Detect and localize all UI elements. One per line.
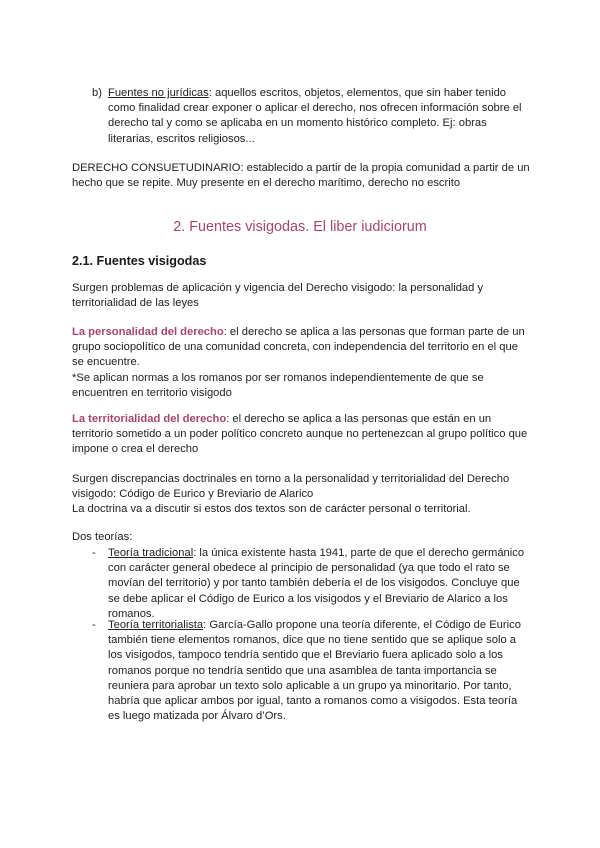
- list-item-body: [108, 86, 532, 147]
- list-dash: -: [92, 619, 96, 631]
- paragraph-intro: Surgen problemas de aplicación y vigencia del Derecho visigodo: la personalidad y territorialidad de las leyes: [72, 282, 484, 310]
- list-item-b: [92, 86, 532, 147]
- teorias-heading: Dos teorías:: [72, 531, 133, 543]
- definition-text: : la única existente hasta 1941, parte de que el derecho germánico con carácter general obedece al principio de personalidad (ya que todo el rato se movían del territorio) y por tanto también debería el de los visigodos. Concluye que se debe aplicar el Código de Eurico a los visigodos y el Breviario de Alarico a los romanos.: [108, 547, 525, 620]
- paragraph-territorialidad: [72, 412, 532, 458]
- list-item-body: [108, 546, 532, 622]
- discrepancias-line1: Surgen discrepancias doctrinales en torno a la personalidad y territorialidad del Derecho visigodo: Código de Eurico y Breviario de Alarico: [72, 473, 510, 501]
- discrepancias-line2: La doctrina va a discutir si estos dos textos son de carácter personal o territorial.: [72, 503, 471, 516]
- list-item-teoria-tradicional: [92, 546, 532, 622]
- term-territorialidad: La territorialidad del derecho: [72, 413, 227, 425]
- term-teoria-territorialista: Teoría territorialista: [108, 619, 204, 631]
- subsection-title: 2.1. Fuentes visigodas: [72, 254, 207, 268]
- paragraph-consuetudinario: DERECHO CONSUETUDINARIO: establecido a partir de la propia comunidad a partir de un hecho que se repite. Muy presente en el derecho marítimo, derecho no escrito: [72, 162, 530, 190]
- term-teoria-tradicional: Teoría tradicional: [108, 547, 194, 559]
- term-fuentes-no-juridicas: Fuentes no jurídicas: [108, 87, 209, 99]
- definition-text: : el derecho se aplica a las personas que forman parte de un grupo sociopolítico de una comunidad concreta, con independencia del territorio en el que se encuentre.: [72, 326, 525, 369]
- definition-text: : aquellos escritos, objetos, elementos, que sin haber tenido como finalidad crear exponer o aplicar el derecho, nos ofrecen información sobre el derecho tal y como se aplicaba en un momento histórico completo. Ej: obras literarias, escritos religiosos...: [108, 87, 522, 145]
- paragraph-personalidad: [72, 325, 532, 401]
- list-item-teoria-territorialista: [92, 618, 532, 724]
- definition-text: : el derecho se aplica a las personas que están en un territorio sometido a un poder político concreto aunque no pertenezcan al grupo político que impone o crea el derecho: [72, 413, 528, 456]
- section-title: 2. Fuentes visigodas. El liber iudiciorum: [173, 219, 427, 235]
- list-dash: -: [92, 547, 96, 559]
- term-personalidad: La personalidad del derecho: [72, 326, 224, 338]
- list-item-body: [108, 618, 532, 724]
- definition-text: : García-Gallo propone una teoría diferente, el Código de Eurico también tiene elementos romanos, dice que no tiene sentido que se aplique solo a los visigodos, tampoco tendría sentido que el Breviario fuera aplicado solo a los romanos porque no tendría sentido que una asamblea de tanta importancia se reuniera para aprobar un texto solo aplicable a un grupo ya minoritario. Por tanto, habría que aplicar ambos por igual, tanto a romanos como a visigodos. Esta teoría es luego matizada por Álvaro d’Ors.: [108, 619, 521, 723]
- list-marker: b): [92, 87, 102, 99]
- note-text: *Se aplican normas a los romanos por ser romanos independientemente de que se encuentren en territorio visigodo: [72, 371, 484, 399]
- paragraph-discrepancias: [72, 472, 532, 518]
